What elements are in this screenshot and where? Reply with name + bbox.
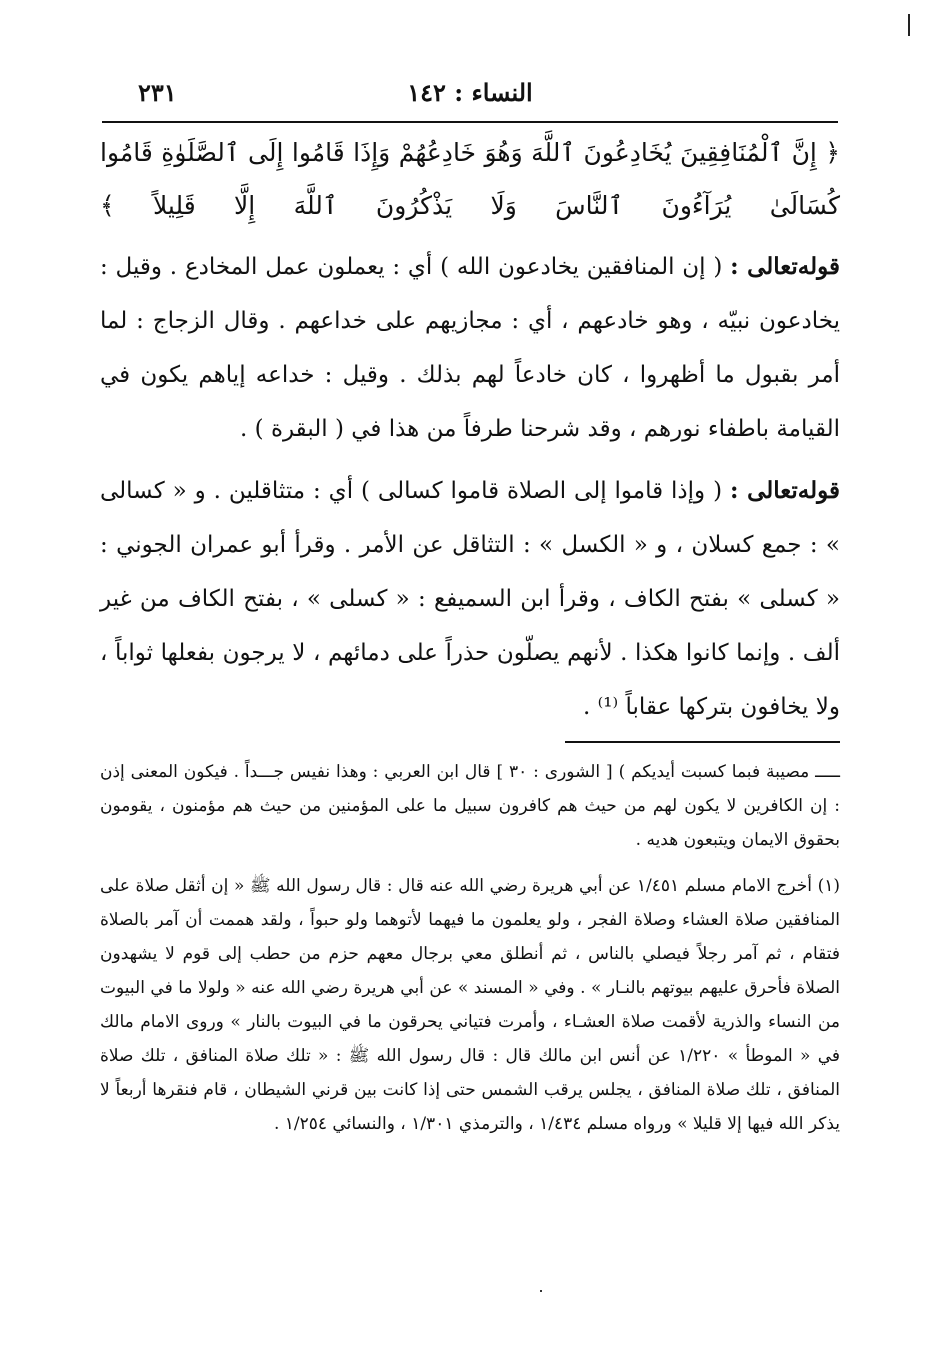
page-header bbox=[100, 78, 840, 118]
commentary-paragraph bbox=[100, 240, 840, 456]
quran-verse: ﴿ إِنَّ ٱلْمُنَافِقِينَ يُخَادِعُونَ ٱللَّهَ وَهُوَ خَادِعُهُمْ وَإِذَا قَامُوا إِلَى ٱلصَّلَوٰةِ قَامُوا كُسَالَىٰ يُرَآءُونَ ٱلنَّاسَ وَلَا يَذْكُرُونَ ٱللَّهَ إِلَّا قَلِيلاً ﴾ bbox=[100, 138, 840, 220]
scan-edge-mark bbox=[908, 14, 915, 36]
commentary-lead: قوله‌تعالى : bbox=[730, 253, 840, 280]
page-number: ٢٣١ bbox=[138, 78, 177, 107]
footnote-continuation: ـــــ مصيبة فبما كسبت أيديكم ) [ الشورى : ٣٠ ] قال ابن العربي : وهذا نفيس جـــداً . فيكون المعنى إذن : إن الكافرين لا يكون لهم من حيث هم كافرون سبيل ما على المؤمنين من حيث هم مؤمنون ، يقومون بحقوق الايمان ويتبعون هديه . bbox=[100, 762, 840, 850]
footnote-rule bbox=[565, 741, 840, 743]
commentary-lead: قوله‌تعالى : bbox=[729, 477, 840, 504]
commentary-paragraph bbox=[100, 464, 840, 734]
scan-speck bbox=[540, 1290, 542, 1292]
running-head: النساء : ١٤٢ bbox=[407, 78, 533, 107]
commentary-text: ( إن المنافقين يخادعون الله ) أي : يعملون عمل المخادع . وقيل : يخادعون نبيّه ، وهو خادعهم ، أي : مجازيهم على خداعهم . وقال الزجاج : لما أمر بقبول ما أظهروا ، كان خادعاً لهم بذلك . وقيل : خداعه إياهم يكون في القيامة باطفاء نورهم ، وقد شرحنا طرفاً من هذا في ( البقرة ) . bbox=[100, 254, 840, 442]
footnote-1: (١) أخرج الامام مسلم ١/٤٥١ عن أبي هريرة رضي الله عنه قال : قال رسول الله ﷺ « إن أثقل صلاة على المنافقين صلاة العشاء وصلاة الفجر ، ولو يعلمون ما فيهما لأتوهما ولو حبواً ، ولقد هممت أن آمر بالصلاة فتقام ، ثم آمر رجلاً فيصلي بالناس ، ثم أنطلق معي برجال معهم حزم من حطب إلى قوم لا يشهدون الصلاة فأحرق عليهم بيوتهم بالنـار » . وفي « المسند » عن أبي هريرة رضي الله عنه « ولولا ما في البيوت من النساء والذرية لأقمت صلاة العشـاء ، وأمرت فتياني يحرقون ما في البيوت بالنار » وروى الامام مالك في « الموطأ » ١/٢٢٠ عن أنس ابن مالك قال : قال رسول الله ﷺ : « تلك صلاة المنافق ، تلك صلاة المنافق ، تلك صلاة المنافق ، يجلس يرقب الشمس حتى إذا كانت بين قرني الشيطان ، قام فنقرها أربعاً لا يذكر الله فيها إلا قليلا » ورواه مسلم ١/٤٣٤ ، والترمذي ١/٣٠١ ، والنسائي ١/٢٥٤ . bbox=[100, 876, 840, 1134]
commentary-text: ( وإذا قاموا إلى الصلاة قاموا كسالى ) أي : متثاقلين . و « كسالى » : جمع كسلان ، و « الكسل » : التثاقل عن الأمر . وقرأ أبو عمران الجوني : « كسلى » بفتح الكاف ، وقرأ ابن السميفع : « كسلى » ، بفتح الكاف من غير ألف . وإنما كانوا هكذا . لأنهم يصلّون حذراً على دمائهم ، لا يرجون بفعلها ثواباً ، ولا يخافون بتركها عقاباً ⁽¹⁾ . bbox=[100, 478, 840, 720]
footnotes bbox=[100, 755, 840, 1141]
header-rule bbox=[102, 121, 838, 123]
main-text bbox=[100, 126, 840, 734]
